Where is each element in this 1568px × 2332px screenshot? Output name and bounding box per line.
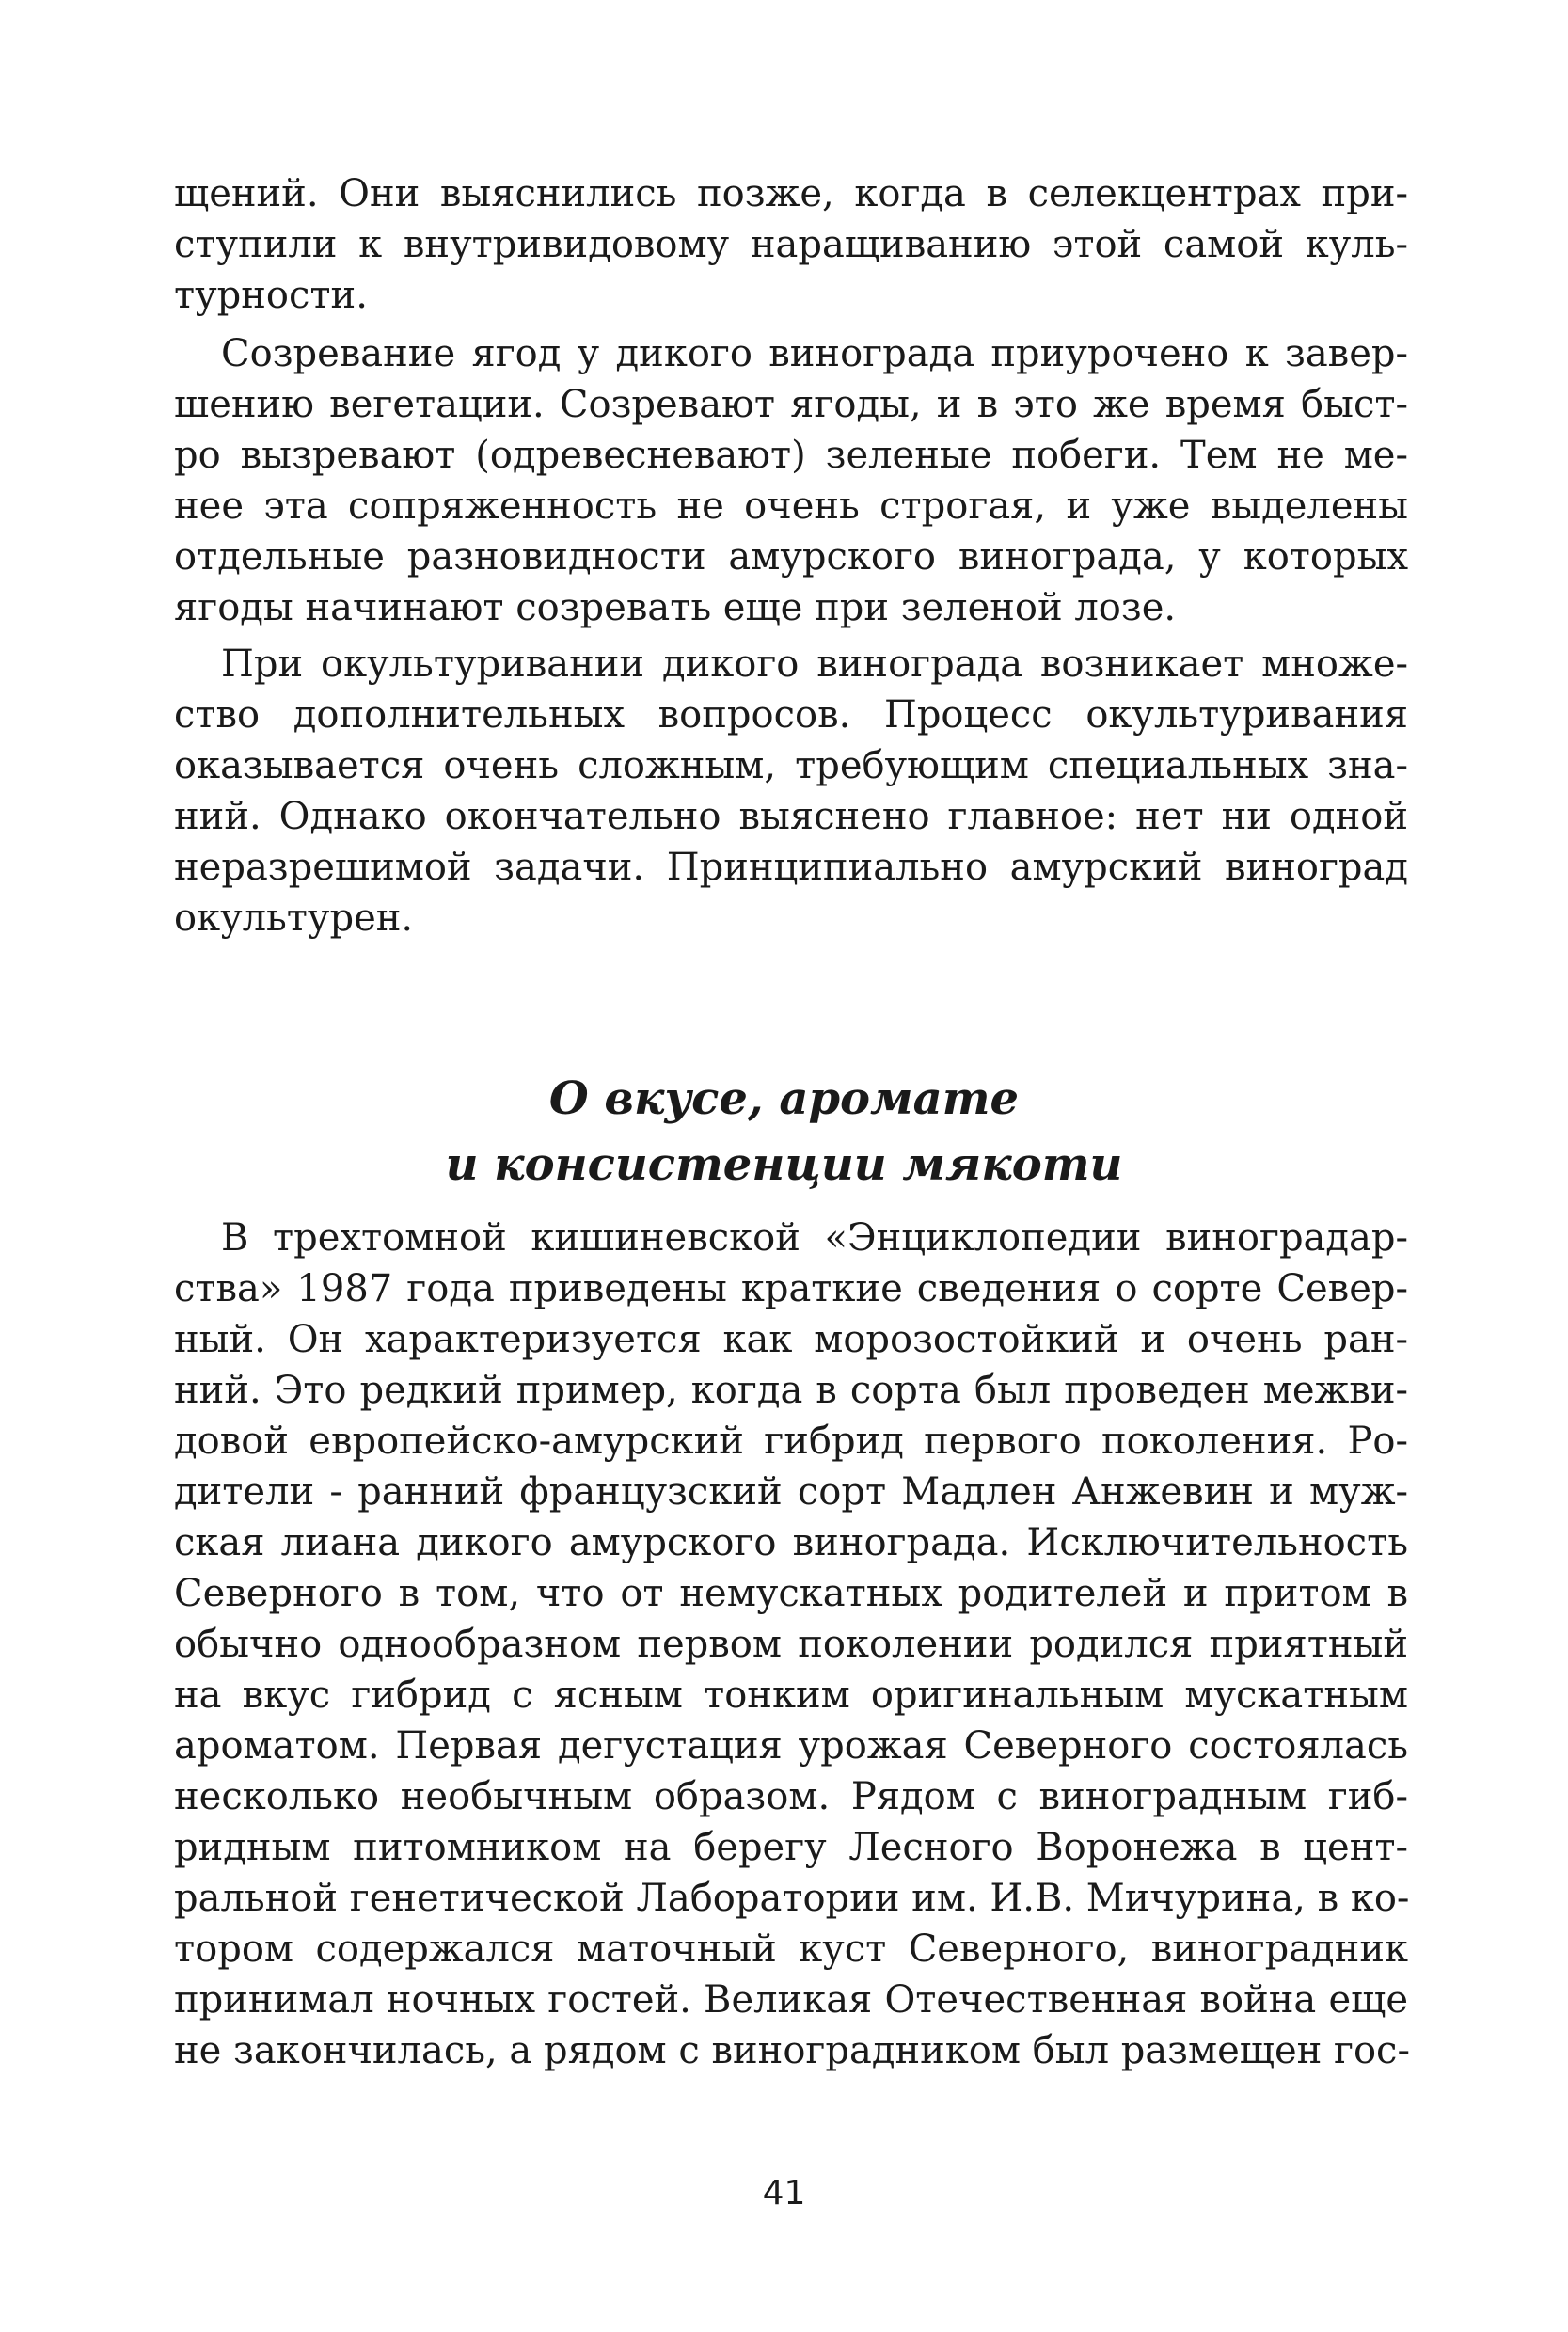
text-line: не закончилась, а рядом с виноградником был размещен гос-	[174, 2029, 1410, 2072]
text-line: ство дополнительных вопросов. Процесс окультуривания	[174, 693, 1408, 737]
text-line: ний. Это редкий пример, когда в сорта был проведен межви-	[174, 1369, 1408, 1412]
text-line: оказывается очень сложным, требующим специальных зна-	[174, 744, 1408, 787]
text-line: ро вызревают (одревесневают) зеленые побеги. Тем не ме-	[174, 434, 1408, 477]
text-line: ства» 1987 года приведены краткие сведения о сорте Север-	[174, 1267, 1408, 1310]
text-line: несколько необычным образом. Рядом с виноградным гиб-	[174, 1775, 1408, 1818]
text-line: неразрешимой задачи. Принципиально амурский виноград	[174, 846, 1408, 889]
text-line: на вкус гибрид с ясным тонким оригинальным мускатным	[174, 1674, 1408, 1717]
text-line: Северного в том, что от немускатных родителей и притом в	[174, 1572, 1408, 1615]
text-line: ральной генетической Лаборатории им. И.В. Мичурина, в ко-	[174, 1877, 1410, 1920]
text-line: При окультуривании дикого винограда возникает множе-	[221, 642, 1408, 686]
text-line: обычно однообразном первом поколении родился приятный	[174, 1623, 1408, 1666]
text-line: ридным питомником на берегу Лесного Воронежа в цент-	[174, 1826, 1408, 1869]
text-line: ароматом. Первая дегустация урожая Северного состоялась	[174, 1724, 1408, 1768]
text-line: отдельные разновидности амурского винограда, у которых	[174, 535, 1408, 579]
text-line: ступили к внутривидовому наращиванию этой самой куль-	[174, 223, 1408, 266]
section-heading-line-2: и консистенции мякоти	[445, 1138, 1123, 1191]
text-line: тором содержался маточный куст Северного, виноградник	[174, 1927, 1408, 1971]
text-line: Созревание ягод у дикого винограда приурочено к завер-	[221, 332, 1408, 375]
text-line: довой европейско-амурский гибрид первого поколения. Ро-	[174, 1420, 1408, 1463]
text-line: ний. Однако окончательно выяснено главное: нет ни одной	[174, 795, 1408, 838]
section-heading-line-1: О вкусе, аромате	[548, 1072, 1020, 1125]
text-line: ская лиана дикого амурского винограда. Исключительность	[174, 1521, 1408, 1564]
text-line: шению вегетации. Созревают ягоды, и в это же время быст-	[174, 383, 1408, 426]
text-line: дители - ранний французский сорт Мадлен Анжевин и муж-	[174, 1470, 1408, 1514]
text-line: ный. Он характеризуется как морозостойкий и очень ран-	[174, 1318, 1408, 1361]
text-line: турности.	[174, 274, 368, 317]
text-line: нее эта сопряженность не очень строгая, и уже выделены	[174, 484, 1408, 528]
text-line: щений. Они выяснились позже, когда в селекцентрах при-	[174, 172, 1408, 215]
text-line: ягоды начинают созревать еще при зеленой лозе.	[174, 586, 1177, 629]
text-line: В трехтомной кишиневской «Энциклопедии виноградар-	[221, 1216, 1408, 1260]
page-number: 41	[762, 2174, 806, 2213]
text-line: принимал ночных гостей. Великая Отечественная война еще	[174, 1978, 1408, 2022]
text-line: окультурен.	[174, 896, 414, 940]
